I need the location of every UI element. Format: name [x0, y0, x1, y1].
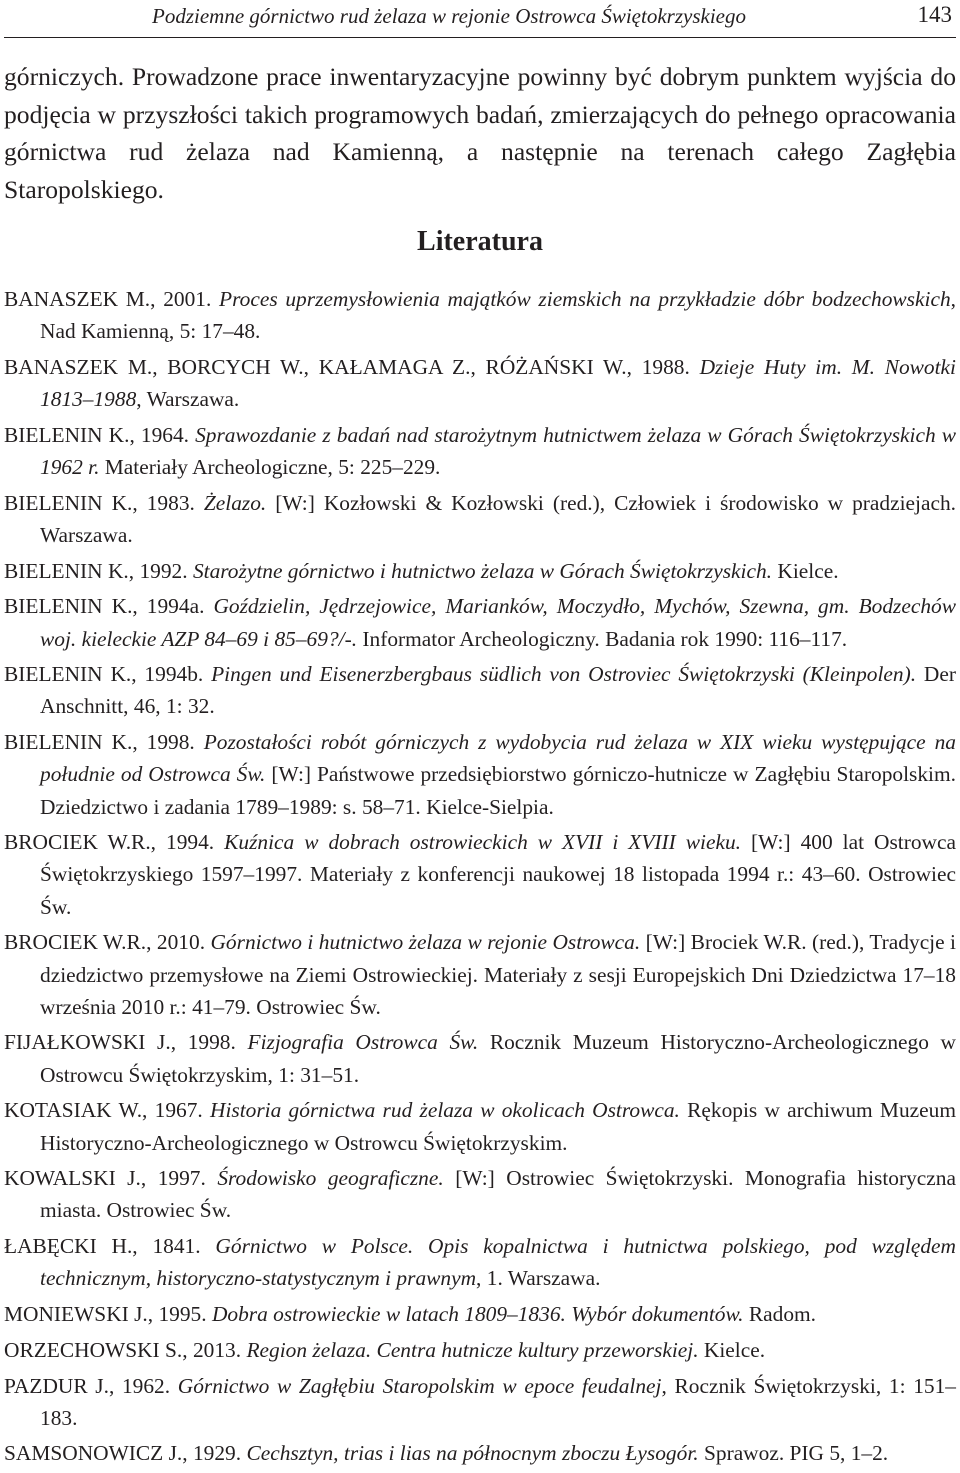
reference-title: Żelazo. — [203, 490, 267, 515]
reference-entry — [4, 1437, 956, 1469]
reference-title: Górnictwo i hutnictwo żelaza w rejonie Ostrowca. — [210, 930, 641, 955]
reference-details: [W:] Brociek W.R. (red.), Tradycje i dziedzictwo przemysłowe na Ziemi Ostrowieckiej. Materiały z sesji Europejskich Dni Dziedzictwa 17–18 września 2010 r.: 41–79. Ostrowiec Św. — [40, 930, 956, 1019]
reference-author: BANASZEK M., BORCYCH W., KAŁAMAGA Z., RÓŻAŃSKI W., 1988. — [4, 354, 700, 379]
reference-title: Pingen und Eisenerzbergbaus südlich von Ostroviec Świętokrzyski (Kleinpolen). — [211, 662, 917, 687]
reference-author: BIELENIN K., 1998. — [4, 730, 204, 755]
reference-entry — [4, 1026, 956, 1090]
reference-details: [W:] 400 lat Ostrowca Świętokrzyskiego 1597–1997. Materiały z konferencji naukowej 18 listopada 1994 r.: 43–60. Ostrowiec Św. — [40, 830, 956, 919]
reference-author: BROCIEK W.R., 2010. — [4, 930, 211, 955]
reference-entry — [4, 351, 956, 415]
reference-entry — [4, 487, 956, 551]
reference-author: KOWALSKI J., 1997. — [4, 1166, 218, 1191]
reference-title: Historia górnictwa rud żelaza w okolicach Ostrowca. — [210, 1098, 680, 1123]
section-heading: Literatura — [417, 226, 543, 257]
reference-list — [4, 283, 956, 1473]
reference-details: Materiały Archeologiczne, 5: 225–229. — [99, 455, 441, 480]
reference-entry — [4, 1370, 956, 1434]
reference-details: Informator Archeologiczny. Badania rok 1990: 116–117. — [357, 626, 848, 651]
reference-title: Sprawozdanie z badań nad starożytnym hutnictwem żelaza w Górach Świętokrzyskich w 1962 r. — [40, 422, 956, 480]
reference-details: Kielce. — [698, 1337, 766, 1362]
reference-title: Fizjografia Ostrowca Św. — [247, 1030, 479, 1055]
reference-author: BIELENIN K., 1994a. — [4, 594, 214, 619]
reference-entry — [4, 658, 956, 722]
reference-details: Der Anschnitt, 46, 1: 32. — [40, 662, 956, 719]
reference-author: BIELENIN K., 1983. — [4, 490, 204, 515]
reference-details: , 1. Warszawa. — [476, 1266, 601, 1291]
reference-details: , Rocznik Świętokrzyski, 1: 151–183. — [40, 1373, 956, 1430]
header-rule — [4, 37, 956, 38]
reference-title: Dzieje Huty im. M. Nowotki 1813–1988 — [40, 354, 956, 412]
reference-author: BIELENIN K., 1964. — [4, 422, 196, 447]
reference-title: Górnictwo w Polsce. Opis kopalnictwa i hutnictwa polskiego, pod względem technicznym, historyczno-statystycznym i prawnym — [40, 1234, 956, 1291]
reference-author: KOTASIAK W., 1967. — [4, 1098, 210, 1123]
reference-author: BIELENIN K., 1994b. — [4, 662, 212, 687]
reference-entry — [4, 419, 956, 483]
reference-entry — [4, 1094, 956, 1158]
reference-title: Region żelaza. Centra hutnicze kultury przeworskiej. — [246, 1337, 699, 1362]
reference-title: Cechsztyn, trias i lias na północnym zboczu Łysogór. — [246, 1441, 699, 1466]
reference-author: FIJAŁKOWSKI J., 1998. — [4, 1030, 248, 1055]
running-title: Podziemne górnictwo rud żelaza w rejonie Ostrowca Świętokrzyskiego — [152, 4, 746, 28]
reference-entry — [4, 926, 956, 1023]
reference-entry — [4, 826, 956, 923]
page-number: 143 — [917, 2, 952, 27]
reference-details: , Nad Kamienną, 5: 17–48. — [40, 287, 956, 344]
reference-entry — [4, 555, 956, 587]
reference-entry — [4, 590, 956, 654]
reference-author: PAZDUR J., 1962. — [4, 1373, 178, 1398]
reference-author: ORZECHOWSKI S., 2013. — [4, 1337, 247, 1362]
reference-details: [W:] Ostrowiec Świętokrzyski. Monografia historyczna miasta. Ostrowiec Św. — [40, 1166, 956, 1223]
reference-details: Kielce. — [772, 558, 839, 583]
reference-title: Górnictwo w Zagłębiu Staropolskim w epoce feudalnej — [177, 1373, 662, 1398]
running-header — [0, 0, 960, 36]
reference-details: , Warszawa. — [136, 387, 240, 412]
reference-details: [W:] Kozłowski & Kozłowski (red.), Człowiek i środowisko w pradziejach. Warszawa. — [40, 490, 956, 547]
reference-details: Sprawoz. PIG 5, 1–2. — [698, 1441, 889, 1466]
reference-author: BROCIEK W.R., 1994. — [4, 830, 225, 855]
reference-entry — [4, 1334, 956, 1366]
reference-details: Rękopis w archiwum Muzeum Historyczno-Archeologicznego w Ostrowcu Świętokrzyskim. — [40, 1098, 956, 1155]
reference-title: Starożytne górnictwo i hutnictwo żelaza w Górach Świętokrzyskich. — [192, 558, 773, 583]
reference-author: SAMSONOWICZ J., 1929. — [4, 1441, 247, 1466]
reference-entry — [4, 1162, 956, 1226]
reference-details: [W:] Państwowe przedsiębiorstwo górniczo-hutnicze w Zagłębiu Staropolskim. Dziedzictwo i zadania 1789–1989: s. 58–71. Kielce-Sielpia. — [40, 762, 956, 819]
reference-entry — [4, 1230, 956, 1294]
reference-details: Rocznik Muzeum Historyczno-Archeologicznego w Ostrowcu Świętokrzyskim, 1: 31–51. — [40, 1030, 956, 1087]
reference-title: Kuźnica w dobrach ostrowieckich w XVII i XVIII wieku. — [224, 830, 742, 855]
reference-entry — [4, 1298, 956, 1330]
reference-title: Środowisko geograficzne. — [217, 1166, 444, 1191]
reference-title: Proces uprzemysłowienia majątków ziemskich na przykładzie dóbr bodzechowskich — [219, 287, 951, 311]
intro-paragraph: górniczych. Prowadzone prace inwentaryzacyjne powinny być dobrym punktem wyjścia do podjęcia w przyszłości takich programowych badań, zmierzających do pełnego opracowania górnictwa rud żelaza nad Kamienną, a następnie na terenach całego Zagłębia Staropolskiego. — [4, 62, 956, 204]
reference-author: BIELENIN K., 1992. — [4, 558, 193, 583]
reference-title: Pozostałości robót górniczych z wydobycia rud żelaza w XIX wieku występujące na południe od Ostrowca Św. — [40, 730, 956, 787]
reference-author: ŁABĘCKI H., 1841. — [4, 1234, 216, 1259]
reference-title: Dobra ostrowieckie w latach 1809–1836. Wybór dokumentów. — [211, 1302, 744, 1327]
reference-entry — [4, 726, 956, 823]
reference-title: Goździelin, Jędrzejowice, Marianków, Moczydło, Mychów, Szewna, gm. Bodzechów woj. kieleckie AZP 84–69 i 85–69?/-. — [40, 594, 956, 651]
reference-author: BANASZEK M., 2001. — [4, 287, 220, 311]
reference-author: MONIEWSKI J., 1995. — [4, 1302, 212, 1327]
reference-entry — [4, 283, 956, 347]
reference-details: Radom. — [743, 1302, 817, 1327]
